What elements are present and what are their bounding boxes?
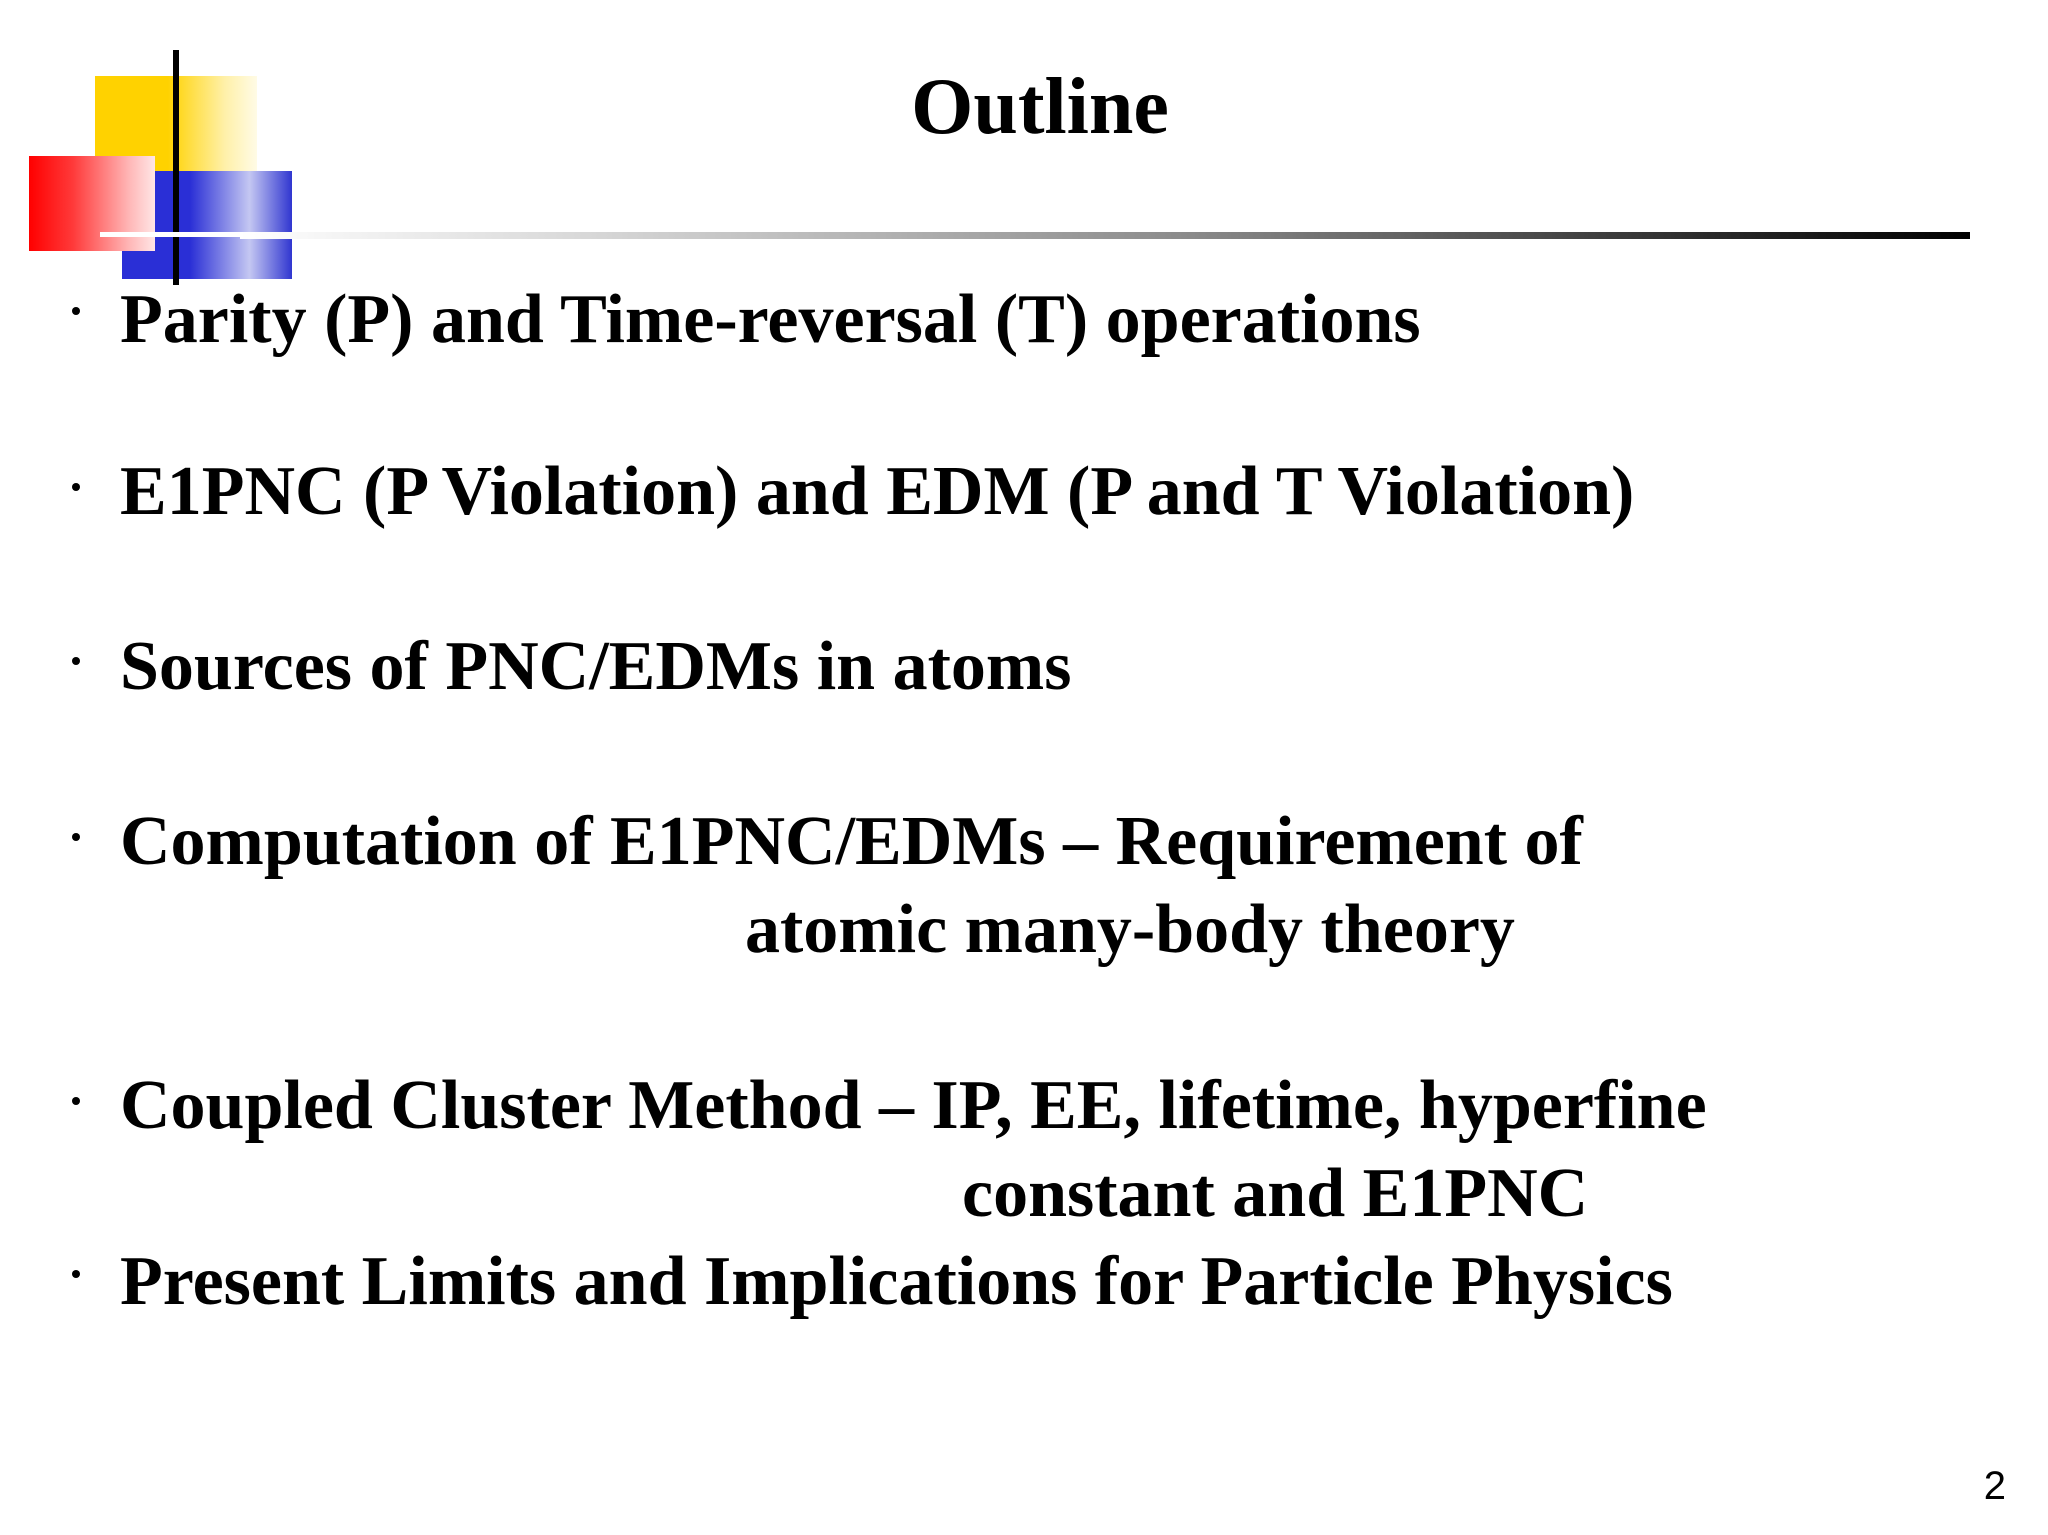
outline-item-text: Computation of E1PNC/EDMs – Requirement of [120,803,1583,880]
title-underline-rule [240,232,1970,239]
outline-item-text: Coupled Cluster Method – IP, EE, lifetime, hyperfine [120,1067,1707,1144]
page-number: 2 [1983,1464,2006,1508]
outline-item-continuation: constant and E1PNC [962,1155,1589,1232]
slide-title: Outline [911,63,1169,151]
outline-item-text: Sources of PNC/EDMs in atoms [120,628,1072,705]
outline-item-text: E1PNC (P Violation) and EDM (P and T Violation) [120,453,1635,530]
bullet-dot-icon [72,657,80,665]
outline-item-text: Present Limits and Implications for Particle Physics [120,1243,1673,1320]
outline-item-continuation: atomic many-body theory [745,891,1515,968]
bullet-dot-icon [72,307,80,315]
bullet-dot-icon [72,1270,80,1278]
bullet-dot-icon [72,833,80,841]
bullet-dot-icon [72,483,80,491]
outline-item-text: Parity (P) and Time-reversal (T) operations [120,281,1421,358]
bullet-dot-icon [72,1097,80,1105]
